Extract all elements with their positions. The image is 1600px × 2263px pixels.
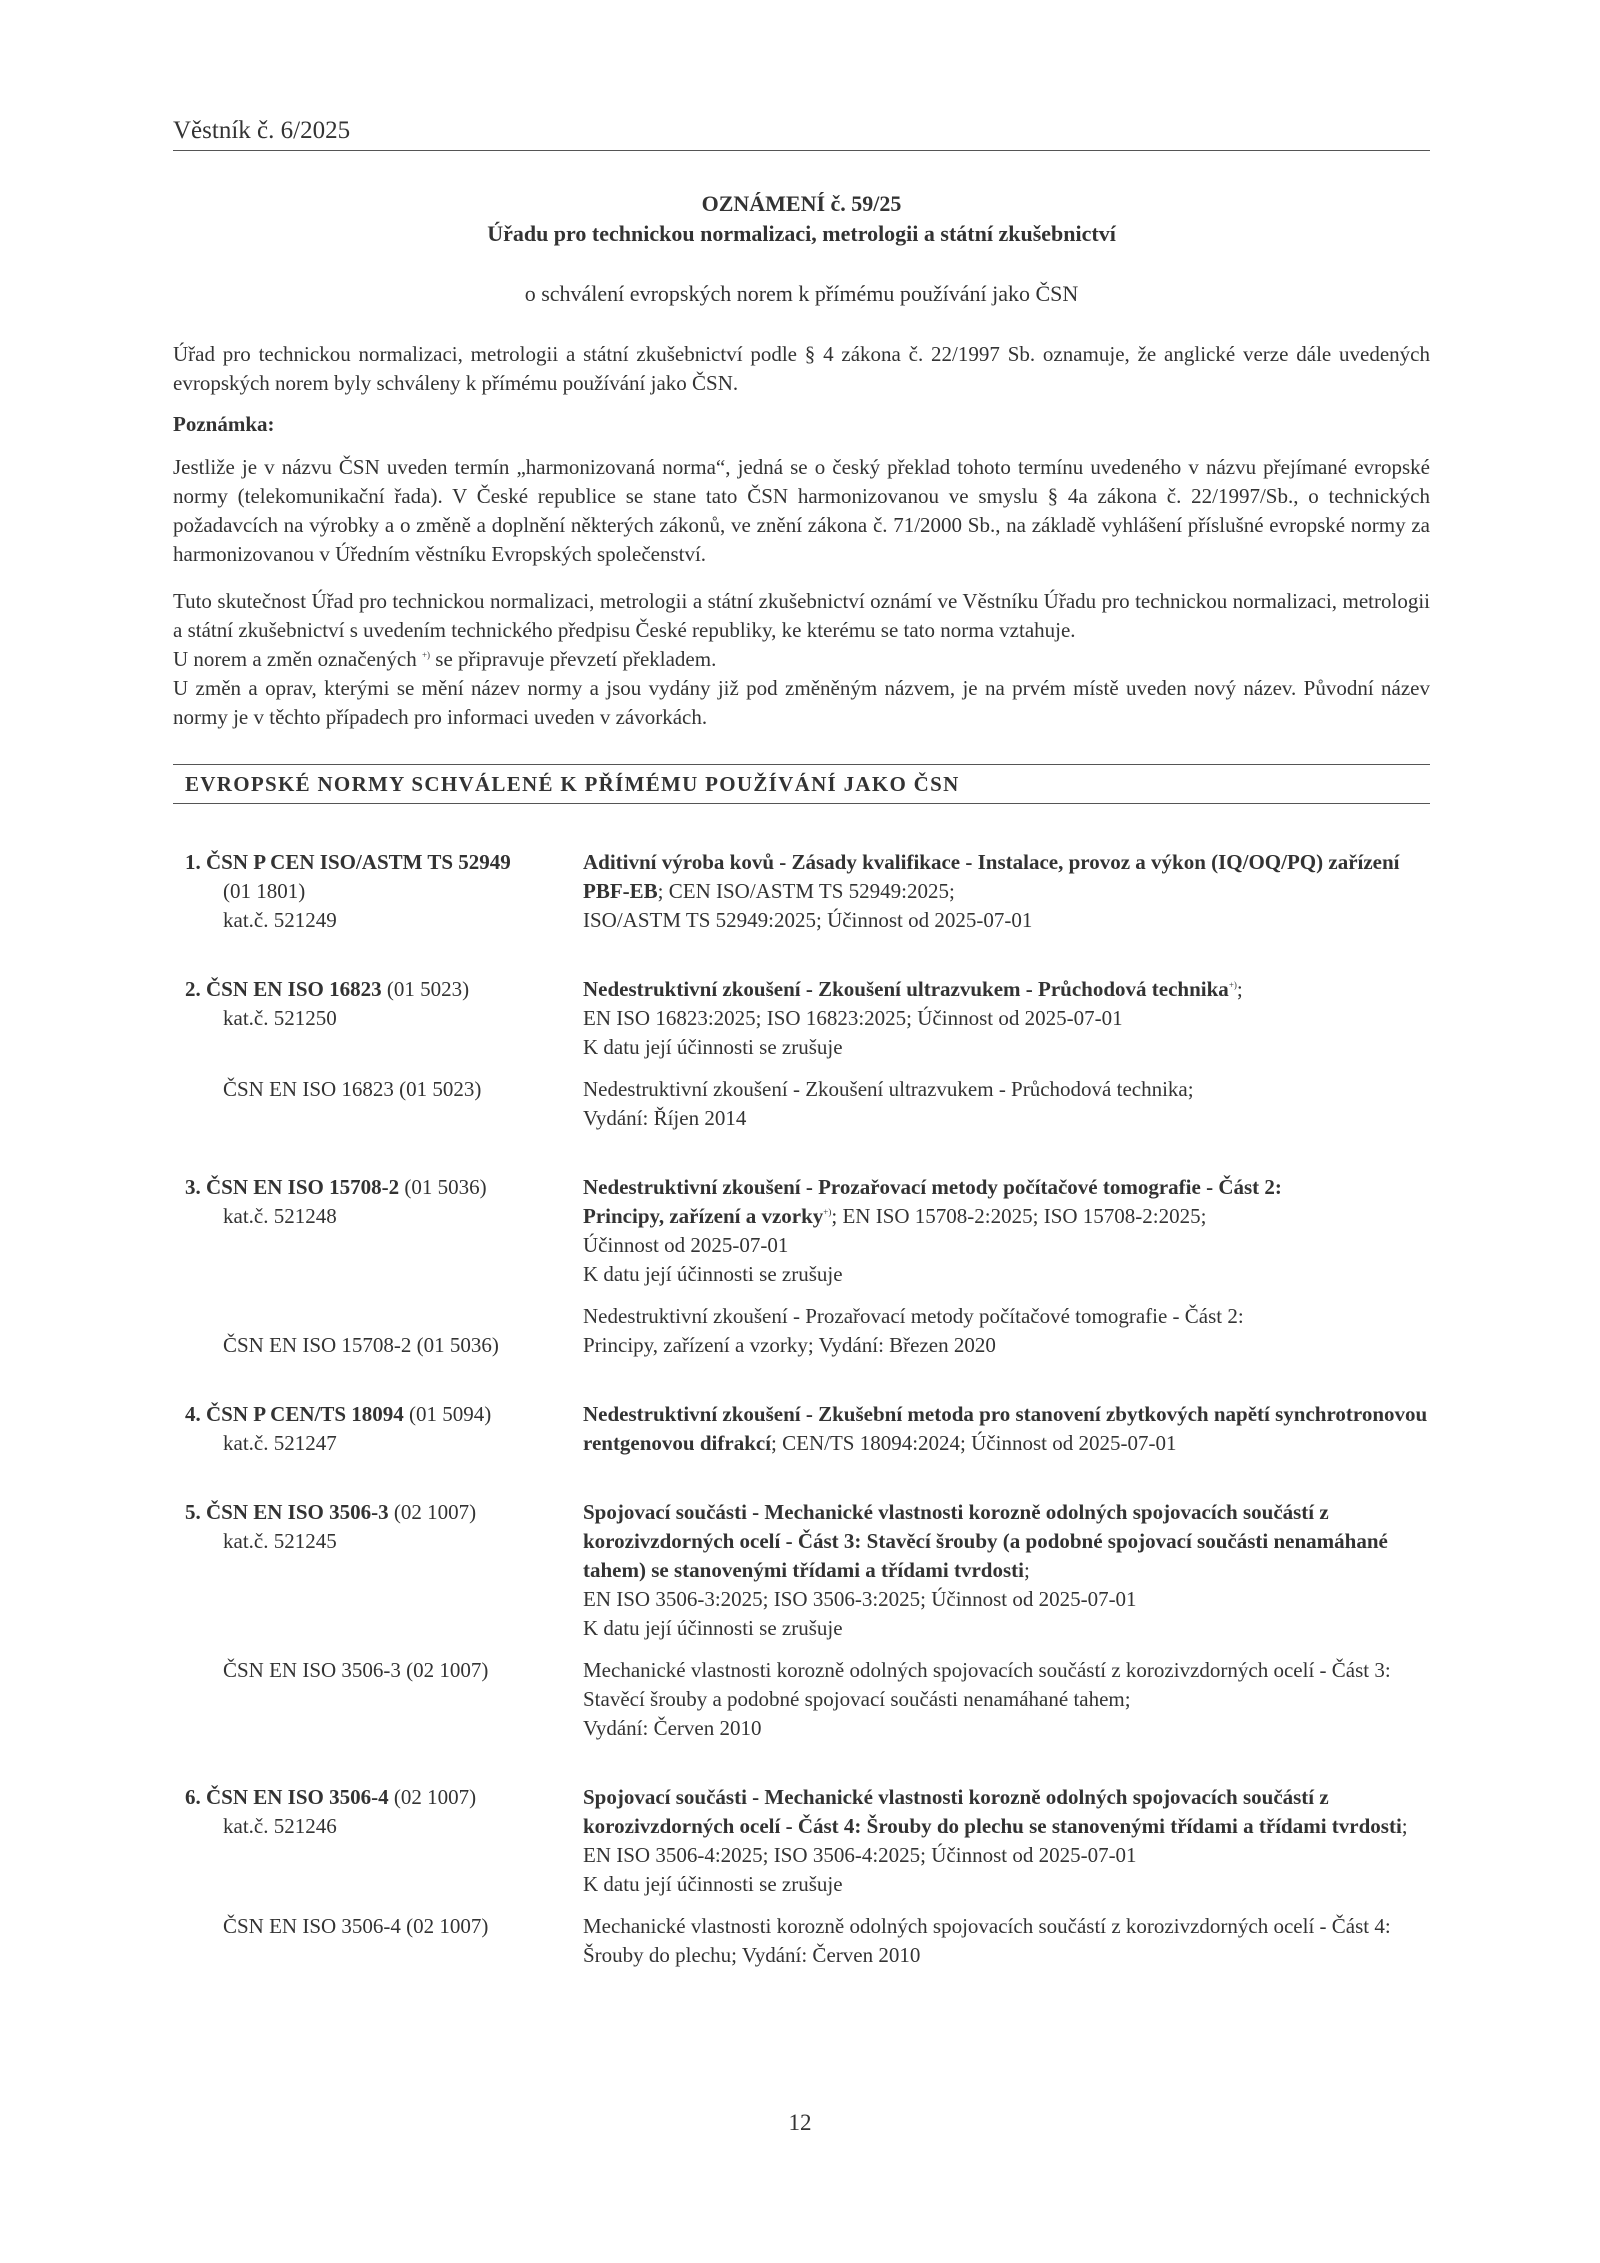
norm-detail-column xyxy=(583,1783,1430,1970)
norm-detail-column xyxy=(583,1498,1430,1743)
norm-refs: ; EN ISO 3506-4:2025; ISO 3506-4:2025; Účinnost od 2025-07-01 xyxy=(583,1814,1408,1867)
norm-id-column xyxy=(173,1498,583,1743)
old-norm-title: Mechanické vlastnosti korozně odolných spojovacích součástí z korozivzdorných ocelí - Část 3: Stavěcí šrouby a podobné spojovací součásti nenamáhané tahem; xyxy=(583,1658,1391,1711)
norm-title: Spojovací součásti - Mechanické vlastnosti korozně odolných spojovacích součástí z korozivzdorných ocelí - Část 3: Stavěcí šrouby (a podobné spojovací součásti nenamáhané tahem) se stanovenými třídami a třídami tvrdosti xyxy=(583,1500,1388,1582)
norm-catalog: kat.č. 521250 xyxy=(223,1006,337,1030)
norm-title-line xyxy=(583,1783,1430,1870)
norm-validity: Účinnost od 2025-07-01 xyxy=(583,1233,789,1257)
announcement-number: OZNÁMENÍ č. 59/25 xyxy=(701,191,902,216)
norm-detail-column xyxy=(583,1400,1430,1458)
norm-refs: ; CEN ISO/ASTM TS 52949:2025; xyxy=(657,879,955,903)
norm-title: Aditivní výroba kovů - Zásady kvalifikace - Instalace, provoz a výkon (IQ/OQ/PQ) zařízení PBF-EB xyxy=(583,850,1400,903)
norm-entry xyxy=(173,1498,1430,1743)
note-paragraph: Jestliže je v názvu ČSN uveden termín „harmonizovaná norma“, jedná se o český překlad tohoto termínu uvedeného v názvu přejímané evropské normy (telekomunikační řada). V České republice se stane tato ČSN harmonizovanou ve smyslu § 4a zákona č. 22/1997/Sb., o technických požadavcích na výrobky a o změně a doplnění některých zákonů, ve znění zákona č. 71/2000 Sb., na základě vyhlášení příslušné evropské normy za harmonizovanou v Úředním věstníku Evropských společenství. xyxy=(173,455,1430,566)
norm-list xyxy=(173,848,1430,1970)
old-norm-id: ČSN EN ISO 16823 (01 5023) xyxy=(223,1077,482,1101)
norm-title: Nedestruktivní zkoušení - Zkoušení ultrazvukem - Průchodová technika xyxy=(583,977,1229,1001)
norm-title-end: ; xyxy=(1023,1558,1030,1582)
norm-title-line xyxy=(583,848,1430,906)
norm-entry xyxy=(173,1400,1430,1458)
norm-id-column xyxy=(173,1400,583,1458)
norm-title-line xyxy=(583,1202,1430,1231)
section-heading: EVROPSKÉ NORMY SCHVÁLENÉ K PŘÍMÉMU POUŽÍVÁNÍ JAKO ČSN xyxy=(173,764,1430,804)
norm-class: (01 5023) xyxy=(381,977,470,1001)
norm-title-end: ; xyxy=(1236,977,1243,1001)
paragraph-translation xyxy=(173,645,1430,674)
norm-title-line xyxy=(583,1400,1430,1458)
intro-paragraph: Úřad pro technickou normalizaci, metrologii a státní zkušebnictví podle § 4 zákona č. 22/1997 Sb. oznamuje, že anglické verze dále uvedených evropských norem byly schváleny k přímému používání jako ČSN. xyxy=(173,342,1430,395)
announcement-issuer: Úřadu pro technickou normalizaci, metrologii a státní zkušebnictví xyxy=(487,221,1116,246)
norm-entry xyxy=(173,1173,1430,1360)
norm-class: (01 1801) xyxy=(223,879,306,903)
paragraph-renaming: U změn a oprav, kterými se mění název normy a jsou vydány již pod změněným názvem, je na prvém místě uveden nový název. Původní název normy je v těchto případech pro informaci uveden v závorkách. xyxy=(173,676,1430,729)
announcement-title xyxy=(173,189,1430,249)
norm-refs: EN ISO 3506-3:2025; ISO 3506-3:2025; Účinnost od 2025-07-01 xyxy=(583,1587,1137,1611)
norm-class: (01 5094) xyxy=(403,1402,492,1426)
paragraph-translation-before: U norem a změn označených xyxy=(173,647,422,671)
norm-detail-column xyxy=(583,1173,1430,1360)
norm-catalog: kat.č. 521248 xyxy=(223,1204,337,1228)
norm-refs: ; EN ISO 15708-2:2025; ISO 15708-2:2025; xyxy=(831,1204,1207,1228)
info-paragraphs xyxy=(173,587,1430,732)
norm-id-column xyxy=(173,1173,583,1360)
norm-entry xyxy=(173,1783,1430,1970)
old-norm-issue: Vydání: Červen 2010 xyxy=(583,1716,762,1740)
norm-id: 1. ČSN P CEN ISO/ASTM TS 52949 xyxy=(185,850,511,874)
norm-validity: ISO/ASTM TS 52949:2025; Účinnost od 2025-07-01 xyxy=(583,908,1033,932)
norm-refs: EN ISO 16823:2025; ISO 16823:2025; Účinnost od 2025-07-01 xyxy=(583,1006,1123,1030)
norm-catalog: kat.č. 521249 xyxy=(223,908,337,932)
norm-cancel: K datu její účinnosti se zrušuje xyxy=(583,1872,843,1896)
norm-id-line xyxy=(185,1498,583,1527)
running-head: Věstník č. 6/2025 xyxy=(173,116,1430,151)
paragraph-announcement: Tuto skutečnost Úřad pro technickou normalizaci, metrologii a státní zkušebnictví oznámí ve Věstníku Úřadu pro technickou normalizaci, metrologii a státní zkušebnictví s uvedením technického předpisu České republiky, ke kterému se tato norma vztahuje. xyxy=(173,589,1430,642)
old-norm-issue: Principy, zařízení a vzorky; Vydání: Březen 2020 xyxy=(583,1333,996,1357)
norm-class: (02 1007) xyxy=(388,1500,477,1524)
old-norm-issue: Vydání: Říjen 2014 xyxy=(583,1106,747,1130)
page-number: 12 xyxy=(788,2110,812,2135)
norm-title: Spojovací součásti - Mechanické vlastnosti korozně odolných spojovacích součástí z korozivzdorných ocelí - Část 4: Šrouby do plechu se stanovenými třídami a třídami tvrdosti xyxy=(583,1785,1402,1838)
old-norm-id: ČSN EN ISO 15708-2 (01 5036) xyxy=(223,1333,499,1357)
norm-catalog: kat.č. 521246 xyxy=(223,1814,337,1838)
norm-title-cont: Principy, zařízení a vzorky xyxy=(583,1204,824,1228)
norm-id-line xyxy=(185,1173,583,1202)
norm-class: (01 5036) xyxy=(399,1175,487,1199)
norm-id-column xyxy=(173,848,583,935)
norm-catalog: kat.č. 521245 xyxy=(223,1529,337,1553)
norm-id-line xyxy=(185,1400,583,1429)
norm-title: Nedestruktivní zkoušení - Zkušební metoda pro stanovení zbytkových napětí synchrotronovou rentgenovou difrakcí xyxy=(583,1402,1428,1455)
announcement-subject: o schválení evropských norem k přímému používání jako ČSN xyxy=(524,281,1079,306)
paragraph-translation-after: se připravuje převzetí překladem. xyxy=(430,647,717,671)
old-norm-id: ČSN EN ISO 3506-3 (02 1007) xyxy=(223,1658,489,1682)
norm-id: 3. ČSN EN ISO 15708-2 xyxy=(185,1175,400,1199)
norm-cancel: K datu její účinnosti se zrušuje xyxy=(583,1616,843,1640)
plus-mark: +) xyxy=(421,650,431,660)
norm-id: 4. ČSN P CEN/TS 18094 xyxy=(185,1402,404,1426)
norm-title-line xyxy=(583,1498,1430,1585)
norm-refs: ; CEN/TS 18094:2024; Účinnost od 2025-07-01 xyxy=(771,1431,1177,1455)
norm-catalog: kat.č. 521247 xyxy=(223,1431,337,1455)
plus-mark: +) xyxy=(1228,980,1237,990)
norm-detail-column xyxy=(583,848,1430,935)
note-label: Poznámka: xyxy=(173,412,275,436)
norm-id-line xyxy=(185,975,583,1004)
norm-entry xyxy=(173,975,1430,1133)
plus-mark: +) xyxy=(823,1207,832,1217)
old-norm-title: Nedestruktivní zkoušení - Zkoušení ultrazvukem - Průchodová technika; xyxy=(583,1077,1194,1101)
norm-entry xyxy=(173,848,1430,935)
norm-detail-column xyxy=(583,975,1430,1133)
norm-id: 6. ČSN EN ISO 3506-4 xyxy=(185,1785,389,1809)
norm-class: (02 1007) xyxy=(388,1785,477,1809)
norm-title: Nedestruktivní zkoušení - Prozařovací metody počítačové tomografie - Část 2: xyxy=(583,1175,1282,1199)
norm-cancel: K datu její účinnosti se zrušuje xyxy=(583,1035,843,1059)
norm-cancel: K datu její účinnosti se zrušuje xyxy=(583,1262,843,1286)
old-norm-title: Mechanické vlastnosti korozně odolných spojovacích součástí z korozivzdorných ocelí - Část 4: Šrouby do plechu; Vydání: Červen 2010 xyxy=(583,1914,1391,1967)
old-norm-id: ČSN EN ISO 3506-4 (02 1007) xyxy=(223,1914,489,1938)
norm-id: 5. ČSN EN ISO 3506-3 xyxy=(185,1500,389,1524)
old-norm-title: Nedestruktivní zkoušení - Prozařovací metody počítačové tomografie - Část 2: xyxy=(583,1304,1244,1328)
norm-id-column xyxy=(173,1783,583,1970)
norm-title-line xyxy=(583,975,1430,1004)
norm-id: 2. ČSN EN ISO 16823 xyxy=(185,977,382,1001)
norm-id-column xyxy=(173,975,583,1133)
norm-id-line xyxy=(185,1783,583,1812)
